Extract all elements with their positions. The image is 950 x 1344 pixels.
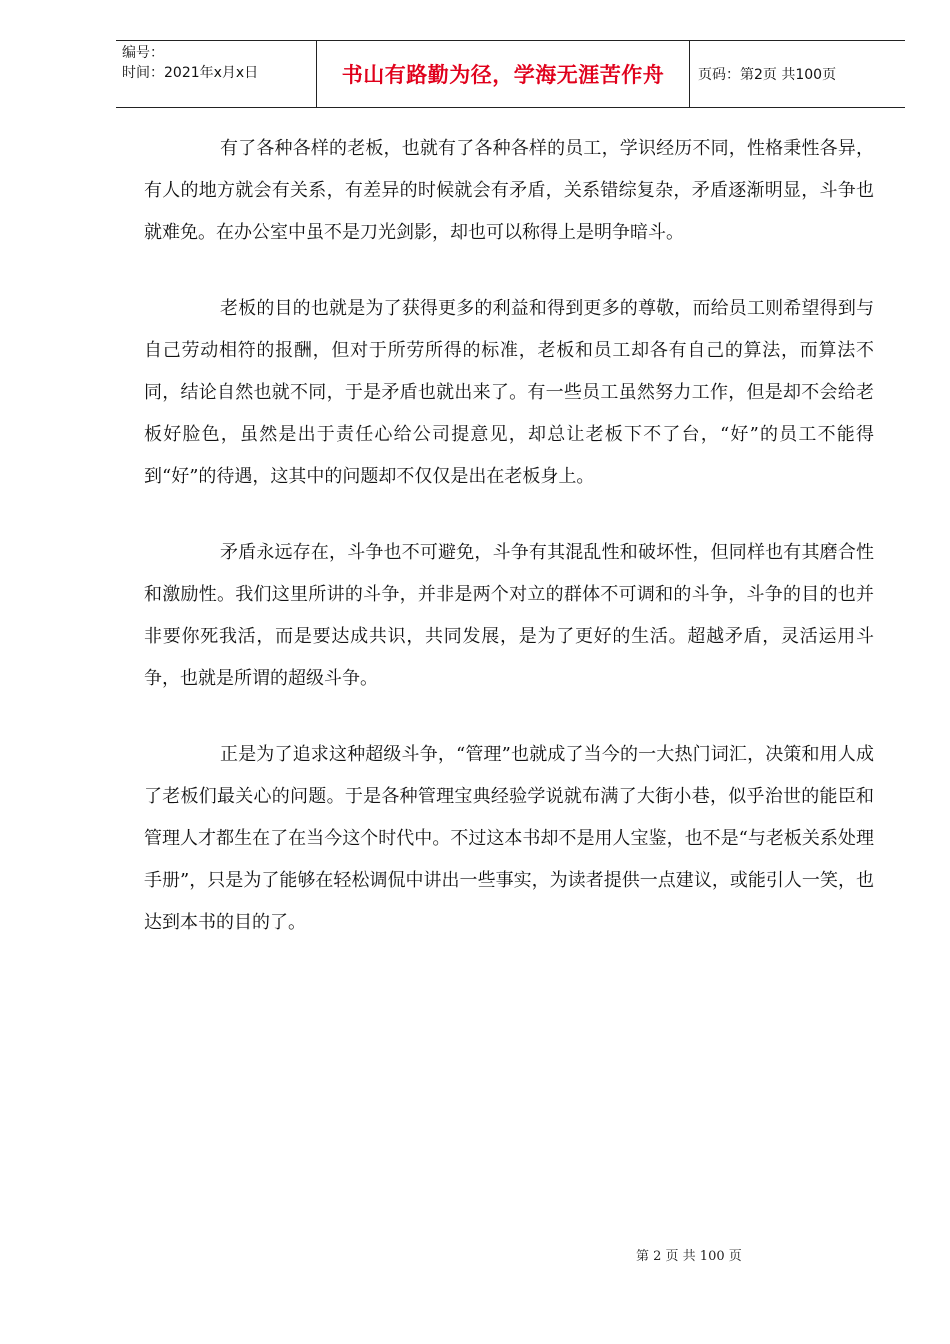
header-meta <box>116 41 316 107</box>
header-page-info: 页码：第2页 共100页 <box>698 67 837 83</box>
time-label: 时间：2021年x月x日 <box>122 65 259 81</box>
page-footer: 第 2 页 共 100 页 <box>636 1249 742 1264</box>
paragraph: 矛盾永远存在，斗争也不可避免，斗争有其混乱性和破坏性，但同样也有其磨合性和激励性。我们这里所讲的斗争，并非是两个对立的群体不可调和的斗争，斗争的目的也并非要你死我活，而是要达成共识，共同发展，是为了更好的生活。超越矛盾，灵活运用斗争，也就是所谓的超级斗争。 <box>144 542 874 689</box>
paragraph: 有了各种各样的老板，也就有了各种各样的员工，学识经历不同，性格秉性各异，有人的地方就会有关系，有差异的时候就会有矛盾，关系错综复杂，矛盾逐渐明显，斗争也就难免。在办公室中虽不是刀光剑影，却也可以称得上是明争暗斗。 <box>144 138 874 243</box>
paragraph: 老板的目的也就是为了获得更多的利益和得到更多的尊敬，而给员工则希望得到与自己劳动相符的报酬，但对于所劳所得的标准，老板和员工却各有自己的算法，而算法不同，结论自然也就不同，于是矛盾也就出来了。有一些员工虽然努力工作，但是却不会给老板好脸色，虽然是出于责任心给公司提意见，却总让老板下不了台，“好”的员工不能得到“好”的待遇，这其中的问题却不仅仅是出在老板身上。 <box>144 298 874 487</box>
number-label: 编号： <box>122 45 164 61</box>
page-header <box>116 40 905 108</box>
paragraph: 正是为了追求这种超级斗争，“管理”也就成了当今的一大热门词汇，决策和用人成了老板们最关心的问题。于是各种管理宝典经验学说就布满了大街小巷，似乎治世的能臣和管理人才都生在了在当今这个时代中。不过这本书却不是用人宝鉴，也不是“与老板关系处理手册”，只是为了能够在轻松调侃中讲出一些事实，为读者提供一点建议，或能引人一笑，也达到本书的目的了。 <box>144 744 874 933</box>
header-slogan: 书山有路勤为径，学海无涯苦作舟 <box>316 41 690 107</box>
body-text <box>144 128 874 978</box>
